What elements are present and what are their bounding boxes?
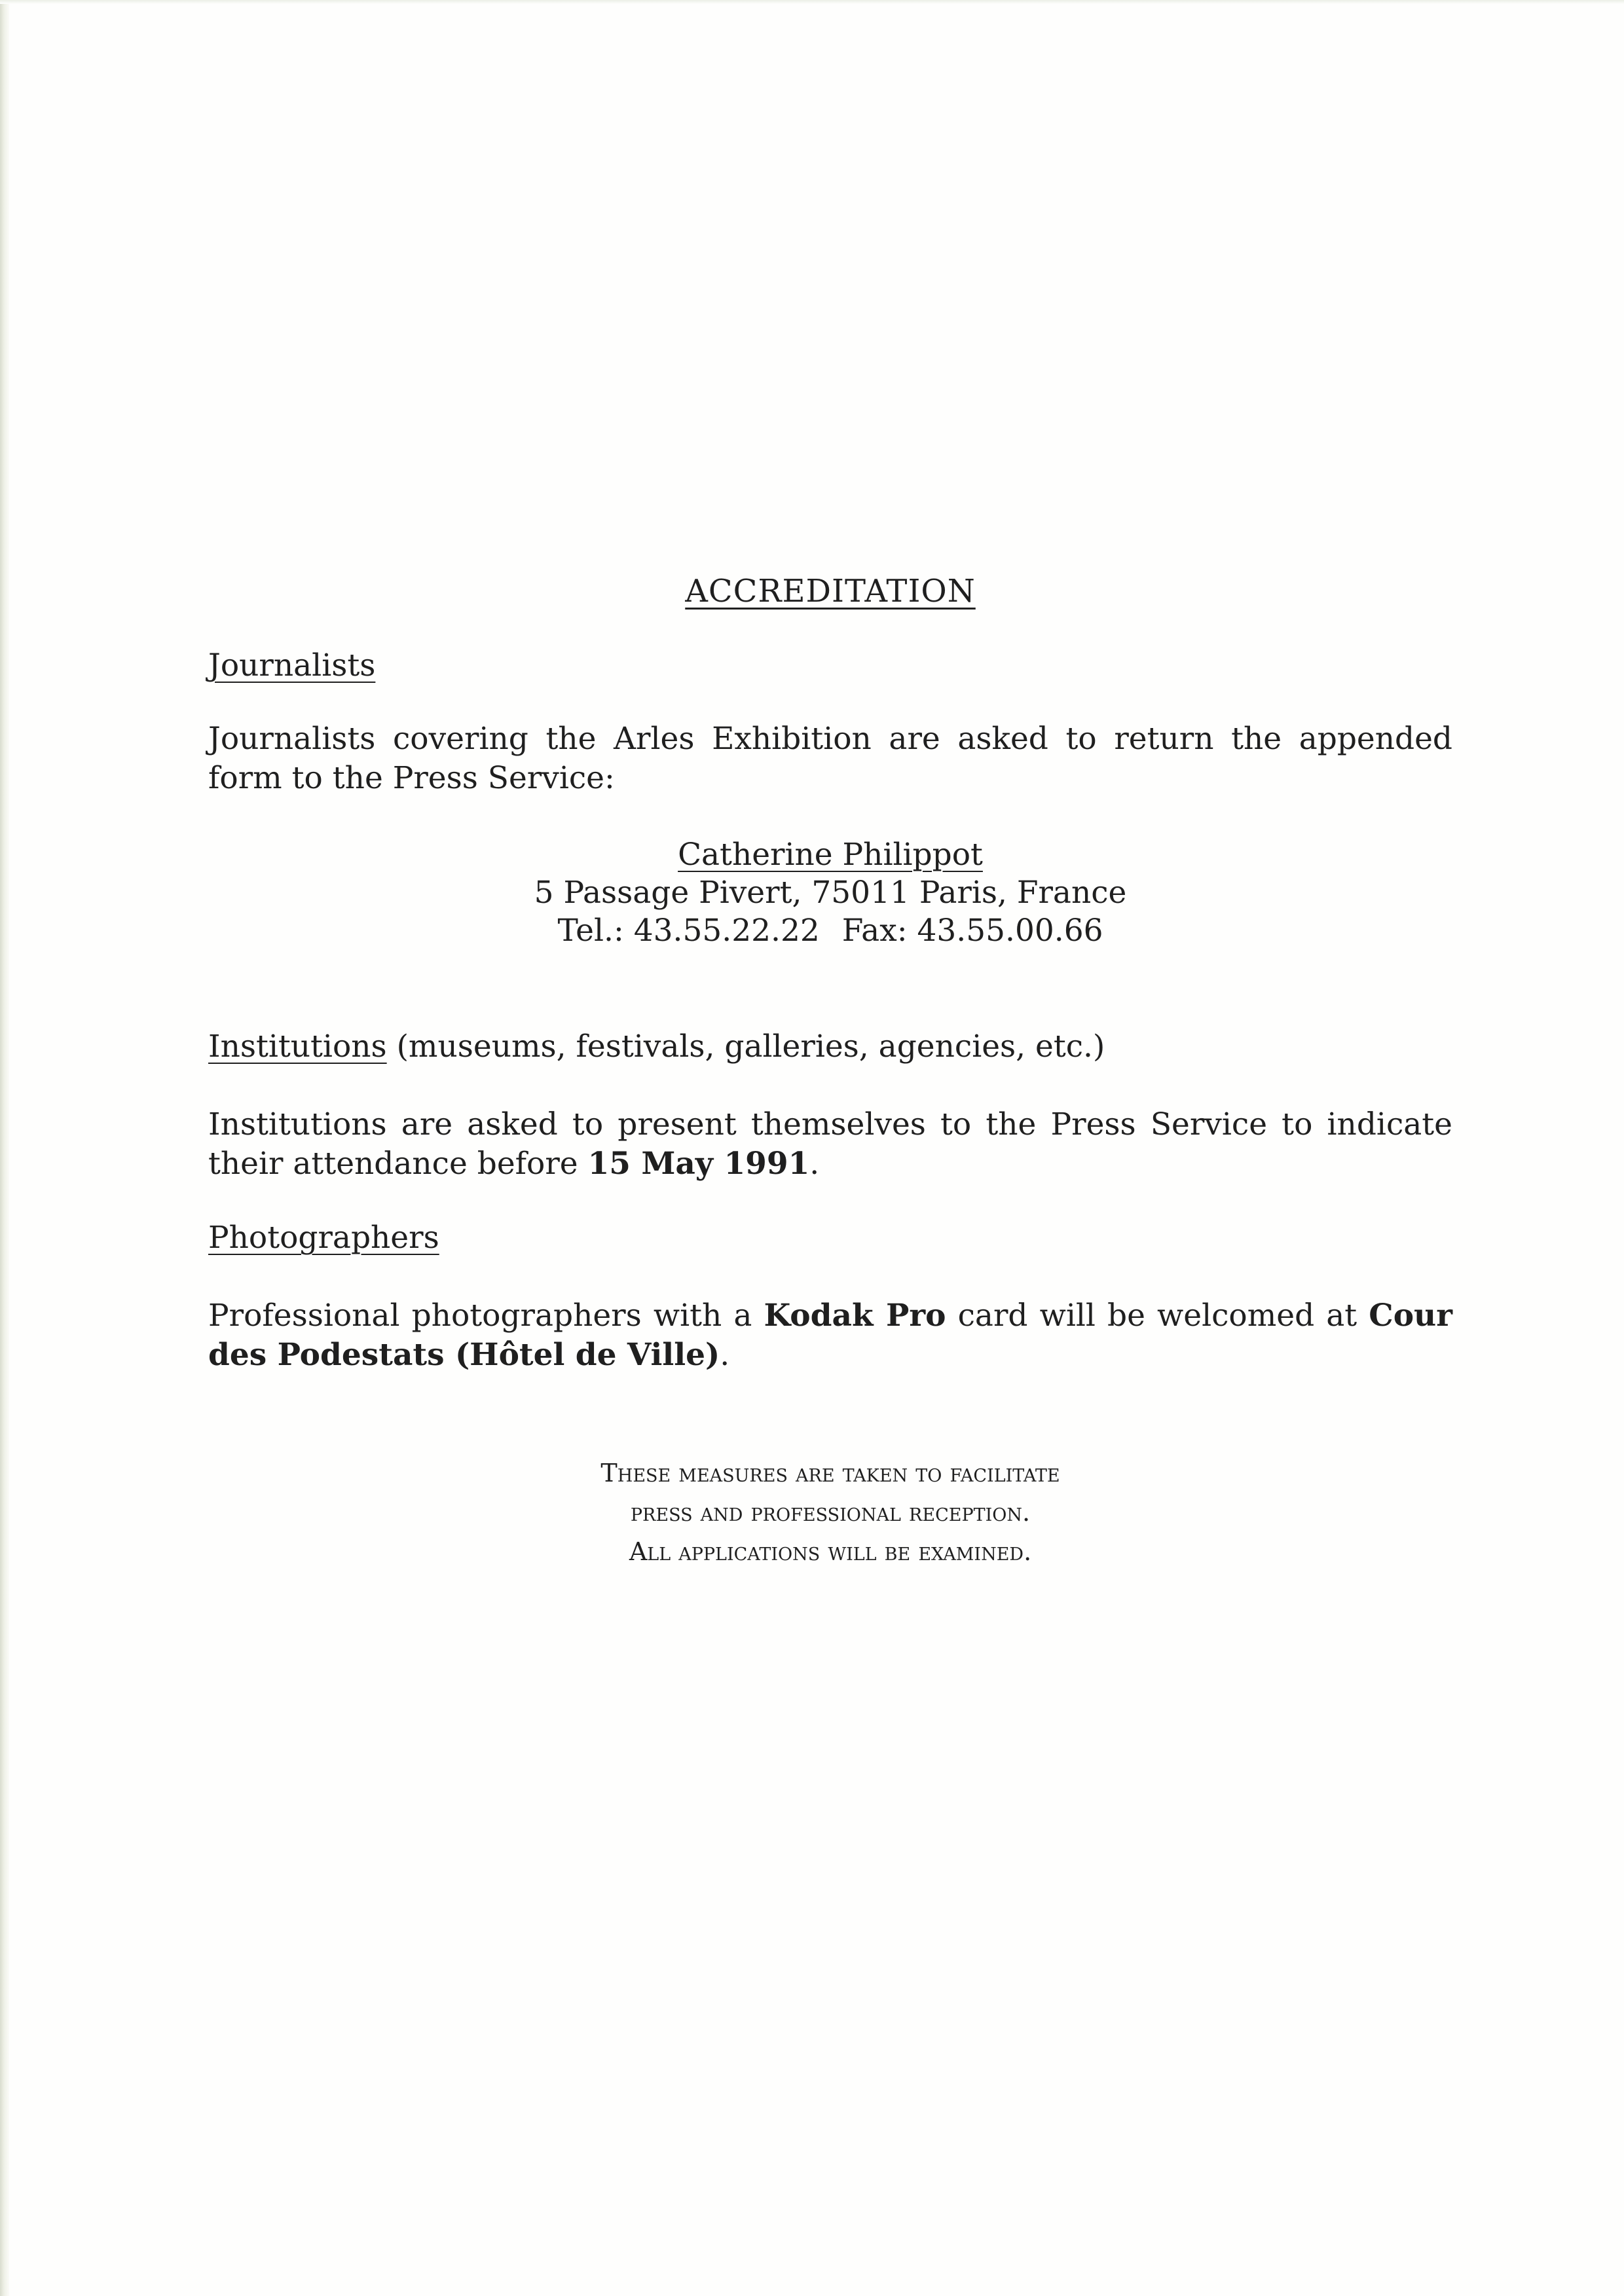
contact-fax: Fax: 43.55.00.66 [841,913,1103,949]
contact-address: 5 Passage Pivert, 75011 Paris, France [534,875,1127,911]
journalists-heading-line [208,647,1452,683]
photographers-text: Professional photographers with a [208,1298,764,1334]
photographers-heading-line [208,1220,1452,1256]
notice-line-1: These measures are taken to facilitate [600,1459,1060,1487]
notice-line-2: press and professional reception. [630,1498,1031,1527]
institutions-text: Institutions are asked to present themselves to the Press Service to indicate their attendance before [208,1106,1452,1182]
institutions-heading-line [208,1029,1452,1065]
venue-name: Cour des Podestats (Hôtel de Ville) [208,1298,1452,1373]
photographers-text-middle: card will be welcomed at [946,1298,1369,1334]
contact-name: Catherine Philippot [678,837,983,873]
press-service-contact [208,836,1452,950]
photographers-paragraph [208,1296,1452,1375]
contact-tel: Tel.: 43.55.22.22 [557,913,820,949]
notice-line-3: All applications will be examined. [629,1537,1032,1566]
closing-notice [208,1453,1452,1571]
institutions-heading: Institutions [208,1029,387,1065]
photographers-heading: Photographers [208,1220,439,1256]
photographers-text-end: . [720,1337,730,1373]
institutions-text-end: . [809,1146,820,1182]
paper-top-edge [0,0,1624,4]
institutions-deadline: 15 May 1991 [587,1146,810,1182]
kodak-pro-card: Kodak Pro [764,1298,946,1334]
document-body [208,573,1452,1571]
page-title: ACCREDITATION [685,573,976,610]
institutions-paragraph [208,1105,1452,1184]
journalists-paragraph: Journalists covering the Arles Exhibition are asked to return the appended form to the Press Service: [208,721,1452,796]
institutions-heading-note: (museums, festivals, galleries, agencies, etc.) [386,1029,1105,1065]
contact-phone-fax [208,912,1452,950]
journalists-heading: Journalists [208,647,376,683]
paper-edge [0,0,9,2296]
